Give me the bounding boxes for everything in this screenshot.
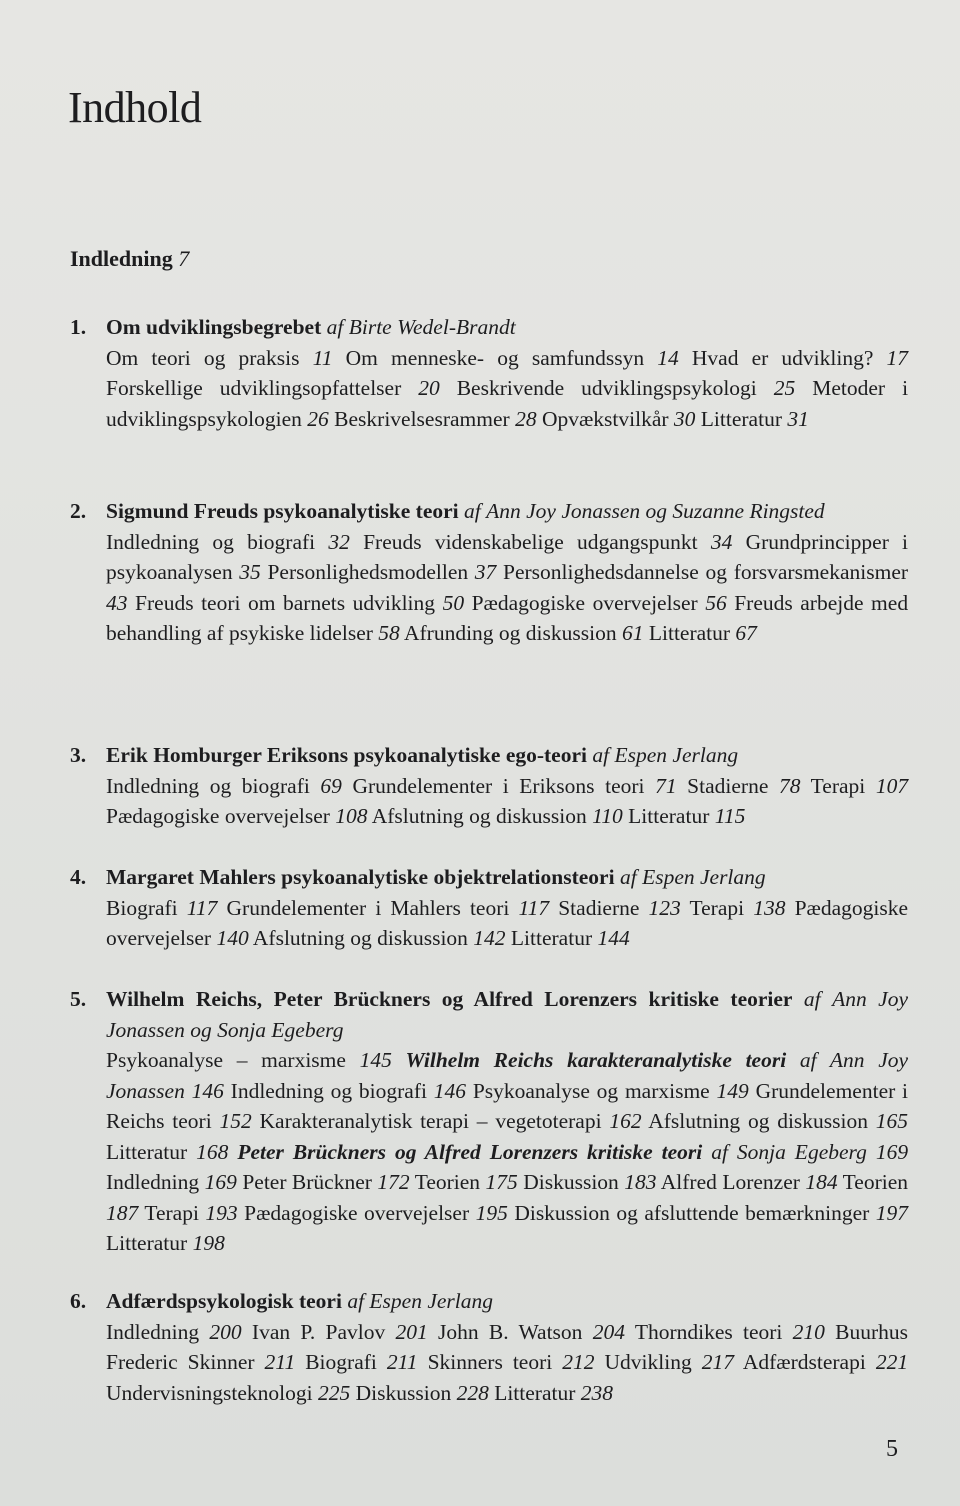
toc-item-page: 228 — [456, 1380, 489, 1405]
toc-item-page: 201 — [395, 1319, 428, 1344]
toc-item — [106, 1381, 350, 1405]
toc-item-page: 146 — [433, 1078, 467, 1103]
page-number: 5 — [886, 1436, 898, 1462]
toc-item-label: Psykoanalyse og marxisme — [472, 1078, 710, 1103]
toc-item-label: Diskussion og afsluttende bemærkninger — [514, 1200, 870, 1225]
toc-item-page: 56 — [705, 590, 727, 615]
toc-item — [692, 346, 908, 370]
toc-item-label: Litteratur — [510, 926, 593, 950]
toc-item-label: Udvikling — [604, 1350, 692, 1374]
toc-item-page: 34 — [710, 529, 733, 554]
toc-item-page: 225 — [318, 1380, 351, 1405]
toc-item-label: Skinners teori — [427, 1350, 553, 1374]
toc-item — [605, 1350, 734, 1374]
chapter-author-prefix: af — [592, 743, 610, 767]
toc-item — [106, 804, 368, 828]
toc-item — [701, 407, 809, 431]
toc-item-page: 28 — [515, 406, 537, 431]
toc-item-page: 175 — [485, 1170, 518, 1194]
toc-item-page: 212 — [562, 1350, 595, 1374]
toc-item-page: 140 — [216, 926, 249, 950]
toc-item-page: 117 — [518, 895, 550, 920]
toc-item — [253, 926, 506, 950]
toc-item — [494, 1381, 613, 1405]
chapter-4 — [70, 862, 908, 954]
chapter-heading — [106, 740, 908, 771]
toc-item-label: Teorien — [842, 1170, 909, 1194]
toc-item-label: Indledning og biografi — [106, 529, 316, 554]
toc-item-page: 217 — [701, 1350, 734, 1374]
toc-item-label: Alfred Lorenzer — [660, 1170, 800, 1194]
toc-item — [523, 1170, 656, 1194]
toc-item — [428, 1350, 595, 1374]
toc-item-page: 69 — [320, 773, 342, 798]
toc-item-label: Biografi — [106, 895, 178, 920]
toc-item-label: Litteratur — [628, 804, 710, 828]
toc-item-page: 168 — [196, 1139, 229, 1164]
toc-item-label: Om menneske- og samfundssyn — [345, 345, 645, 370]
toc-item — [372, 804, 623, 828]
toc-item — [353, 774, 677, 798]
chapter-heading — [106, 312, 908, 343]
toc-item — [511, 926, 630, 950]
chapter-body — [106, 1286, 908, 1408]
toc-item — [334, 407, 536, 431]
toc-item — [558, 896, 681, 920]
chapter-items — [106, 1045, 908, 1259]
toc-item-label: Litteratur — [648, 621, 731, 645]
toc-item-label: Freuds teori om barnets udvikling — [135, 590, 436, 615]
intro-entry — [70, 246, 189, 272]
toc-item-page: 117 — [186, 895, 218, 920]
toc-item — [106, 346, 332, 370]
toc-item-label: Adfærdsterapi — [742, 1350, 866, 1374]
toc-item — [649, 621, 757, 645]
toc-item-label: Litteratur — [106, 1231, 188, 1255]
toc-item-author: af Ann Joy Jonassen — [106, 1048, 909, 1103]
toc-item-page: 58 — [378, 621, 400, 645]
toc-item-page: 43 — [106, 590, 128, 615]
chapter-author: Ann Joy Jonassen og Suzanne Ringsted — [486, 499, 825, 523]
chapter-1 — [70, 312, 908, 434]
toc-item-label: Peter Brückners og Alfred Lorenzers kritiske teori — [237, 1139, 703, 1164]
page-title: Indhold — [68, 83, 202, 132]
toc-item-label: Metoder i udviklingspsykologien — [106, 376, 909, 431]
toc-item — [231, 1079, 466, 1103]
toc-item — [346, 346, 679, 370]
toc-item — [106, 1048, 392, 1072]
chapter-title: Erik Homburger Eriksons psykoanalytiske ego-teori — [106, 743, 587, 767]
toc-item-page: 162 — [609, 1109, 642, 1133]
toc-item-label: Teorien — [414, 1170, 481, 1194]
toc-item-label: Afslutning og diskussion — [648, 1109, 869, 1133]
toc-item-label: Psykoanalyse – marxisme — [106, 1048, 346, 1072]
chapter-body — [106, 312, 908, 434]
toc-item-label: Litteratur — [106, 1139, 188, 1164]
toc-item-label: Hvad er udvikling? — [691, 345, 874, 370]
toc-item-page: 198 — [192, 1231, 225, 1255]
toc-item — [106, 896, 217, 920]
toc-item-page: 142 — [473, 926, 506, 950]
toc-item-label: Pædagogiske overvejelser — [106, 804, 330, 828]
chapter-title: Margaret Mahlers psykoanalytiske objektrelationsteori — [106, 865, 615, 889]
toc-item-author: af Sonja Egeberg — [711, 1139, 867, 1164]
chapter-6 — [70, 1286, 908, 1408]
toc-item — [690, 896, 786, 920]
toc-item — [244, 1201, 508, 1225]
toc-item — [237, 1140, 908, 1164]
toc-item-label: Diskussion — [355, 1380, 452, 1405]
chapter-items — [106, 527, 908, 649]
chapter-number: 5. — [70, 987, 87, 1011]
toc-item-label: Personlighedsdannelse og forsvarsmekanismer — [502, 560, 909, 584]
toc-item-label: Pædagogiske overvejelser — [106, 895, 909, 950]
chapter-author: Ann Joy Jonassen og Sonja Egeberg — [106, 987, 909, 1042]
toc-item-label: Diskussion — [523, 1170, 619, 1194]
toc-item-page: 204 — [592, 1319, 625, 1344]
toc-item — [106, 1231, 225, 1255]
intro-page: 7 — [178, 246, 190, 271]
toc-item-label: Opvækstvilkår — [541, 406, 669, 431]
chapter-body — [106, 862, 908, 954]
toc-item-page: 14 — [657, 345, 679, 370]
toc-item-page: 210 — [792, 1319, 825, 1344]
chapter-author-prefix: af — [803, 987, 821, 1011]
toc-item — [106, 376, 440, 400]
chapter-author: Espen Jerlang — [642, 865, 766, 889]
toc-item-page: 31 — [787, 406, 809, 431]
toc-item-label: Freuds videnskabelige udgangspunkt — [363, 529, 698, 554]
chapter-items — [106, 1317, 908, 1409]
toc-item-page: 71 — [655, 773, 677, 798]
toc-item-page: 184 — [805, 1170, 838, 1194]
toc-item-page: 108 — [335, 804, 368, 828]
toc-item — [242, 1170, 409, 1194]
toc-item-page: 238 — [580, 1380, 614, 1405]
toc-item — [106, 530, 350, 554]
toc-item-page: 61 — [621, 621, 644, 645]
toc-item-label: Ivan P. Pavlov — [251, 1319, 386, 1344]
chapter-heading — [106, 496, 908, 527]
toc-item — [542, 407, 695, 431]
toc-item — [514, 1201, 908, 1225]
chapter-number: 2. — [70, 499, 87, 523]
toc-item — [404, 621, 644, 645]
toc-item-page: 20 — [418, 376, 440, 400]
toc-item — [661, 1170, 838, 1194]
chapter-author: Espen Jerlang — [369, 1289, 494, 1313]
toc-item — [252, 1320, 428, 1344]
toc-item-page: 78 — [778, 773, 801, 798]
toc-item-page: 144 — [597, 926, 630, 950]
toc-item — [135, 591, 464, 615]
toc-item-page: 35 — [239, 560, 261, 584]
toc-item — [648, 1109, 908, 1133]
chapter-author: Birte Wedel-Brandt — [348, 315, 516, 339]
toc-item — [106, 774, 342, 798]
toc-item-label: Grundelementer i Reichs teori — [106, 1078, 909, 1133]
chapter-body — [106, 740, 908, 832]
toc-item — [743, 1350, 908, 1374]
toc-item — [635, 1320, 825, 1344]
toc-item-label: Terapi — [810, 773, 866, 798]
toc-item-page: 67 — [735, 621, 757, 645]
chapter-author-prefix: af — [326, 315, 344, 339]
chapter-number: 1. — [70, 315, 87, 339]
chapter-title: Sigmund Freuds psykoanalytiske teori — [106, 499, 459, 523]
toc-item — [363, 530, 732, 554]
chapter-title: Adfærdspsykologisk teori — [106, 1289, 342, 1313]
toc-item — [227, 896, 550, 920]
chapter-2 — [70, 496, 908, 649]
toc-item-label: Afslutning og diskussion — [252, 926, 468, 950]
chapter-author: Espen Jerlang — [614, 743, 739, 767]
toc-item-label: Afrunding og diskussion — [403, 621, 617, 645]
toc-item-page: 110 — [592, 804, 623, 828]
toc-item-label: Peter Brückner — [242, 1170, 372, 1194]
toc-item — [438, 1320, 625, 1344]
toc-item-page: 187 — [106, 1200, 139, 1225]
toc-item — [144, 1201, 237, 1225]
chapter-body — [106, 984, 908, 1259]
toc-item-page: 197 — [875, 1200, 909, 1225]
chapter-number: 6. — [70, 1289, 87, 1313]
toc-item-page: 183 — [624, 1170, 657, 1194]
chapter-number: 3. — [70, 743, 87, 767]
toc-item — [305, 1350, 417, 1374]
toc-item-page: 138 — [753, 895, 786, 920]
chapter-5 — [70, 984, 908, 1259]
toc-item-label: Buurhus Frederic Skinner — [106, 1319, 909, 1374]
toc-item-page: 25 — [773, 376, 796, 400]
toc-item-label: Thorndikes teori — [634, 1319, 783, 1344]
intro-label: Indledning — [70, 246, 173, 271]
toc-item-page: 115 — [714, 804, 746, 828]
toc-item — [356, 1381, 489, 1405]
chapter-body — [106, 496, 908, 649]
toc-item-page: 145 — [359, 1048, 392, 1072]
toc-item-label: Om teori og praksis — [106, 345, 300, 370]
toc-item-page: 211 — [386, 1350, 418, 1374]
toc-item-label: Litteratur — [700, 406, 782, 431]
toc-item — [415, 1170, 518, 1194]
toc-item-label: Grundprincipper i psykoanalysen — [106, 529, 909, 584]
toc-item-page: 193 — [205, 1200, 238, 1225]
toc-item — [106, 1140, 228, 1164]
toc-item — [106, 1320, 242, 1344]
toc-item-label: Terapi — [144, 1200, 199, 1225]
toc-item — [106, 1170, 237, 1194]
toc-item-page: 200 — [209, 1319, 242, 1344]
toc-item-label: Afslutning og diskussion — [371, 804, 587, 828]
toc-item-page: 107 — [875, 773, 909, 798]
toc-item-label: Stadierne — [558, 895, 640, 920]
toc-item-label: Karakteranalytisk terapi – vegetoterapi — [259, 1109, 602, 1133]
chapter-author-prefix: af — [619, 865, 637, 889]
toc-item-page: 211 — [264, 1350, 296, 1374]
chapter-heading — [106, 1286, 908, 1317]
toc-item-page: 17 — [886, 345, 908, 370]
toc-item-page: 32 — [328, 529, 350, 554]
toc-item-page: 169 — [204, 1170, 237, 1194]
toc-item-label: Litteratur — [494, 1380, 576, 1405]
chapter-title: Wilhelm Reichs, Peter Brückners og Alfred Lorenzers kritiske teorier — [106, 987, 793, 1011]
toc-item — [811, 774, 908, 798]
toc-item — [260, 1109, 642, 1133]
chapter-heading — [106, 862, 908, 893]
toc-item-label: Pædagogiske overvejelser — [471, 590, 698, 615]
toc-item-label: Wilhelm Reichs karakteranalytiske teori — [405, 1048, 787, 1072]
toc-item-page: 37 — [474, 560, 497, 584]
toc-item-page: 50 — [442, 590, 465, 615]
toc-item-label: Grundelementer i Mahlers teori — [226, 895, 510, 920]
toc-item-label: John B. Watson — [438, 1319, 583, 1344]
toc-item — [628, 804, 745, 828]
toc-item-label: Undervisningsteknologi — [106, 1380, 313, 1405]
toc-item-label: Personlighedsmodellen — [267, 560, 469, 584]
chapter-author-prefix: af — [464, 499, 481, 523]
toc-item-page: 195 — [475, 1200, 508, 1225]
chapter-3 — [70, 740, 908, 832]
chapter-heading — [106, 984, 908, 1045]
toc-item — [472, 591, 727, 615]
chapter-items — [106, 893, 908, 954]
toc-item-page: 146 — [191, 1078, 224, 1103]
chapter-title: Om udviklingsbegrebet — [106, 315, 322, 339]
toc-item-page: 11 — [312, 345, 333, 370]
toc-item-page: 152 — [219, 1109, 252, 1133]
toc-item-label: Terapi — [689, 895, 745, 920]
toc-item-page: 169 — [875, 1139, 909, 1164]
toc-item-label: Forskellige udviklingsopfattelser — [106, 376, 402, 400]
toc-item — [473, 1079, 749, 1103]
toc-item-page: 26 — [307, 406, 329, 431]
toc-item-page: 149 — [716, 1078, 749, 1103]
toc-item-label: Stadierne — [687, 773, 769, 798]
toc-item-label: Beskrivelsesrammer — [334, 406, 510, 431]
chapter-author-prefix: af — [347, 1289, 365, 1313]
chapter-items — [106, 343, 908, 435]
toc-item-label: Biografi — [305, 1350, 377, 1374]
toc-item-label: Beskrivende udviklingspsykologi — [456, 376, 757, 400]
toc-item — [687, 774, 800, 798]
toc-item — [457, 376, 796, 400]
chapter-items — [106, 771, 908, 832]
toc-item-page: 165 — [875, 1109, 909, 1133]
toc-item-label: Indledning og biografi — [106, 773, 310, 798]
chapter-number: 4. — [70, 865, 87, 889]
toc-item-page: 123 — [648, 895, 681, 920]
toc-item-label: Pædagogiske overvejelser — [244, 1200, 470, 1225]
toc-item-page: 172 — [377, 1170, 410, 1194]
toc-item-label: Freuds arbejde med behandling af psykiske lidelser — [106, 590, 909, 645]
toc-item-label: Grundelementer i Eriksons teori — [352, 773, 645, 798]
toc-item-page: 221 — [875, 1350, 909, 1374]
toc-item-label: Indledning — [106, 1319, 200, 1344]
toc-item-label: Indledning og biografi — [230, 1078, 427, 1103]
toc-item-page: 30 — [673, 406, 696, 431]
toc-item-label: Indledning — [106, 1170, 200, 1194]
toc-item — [267, 560, 496, 584]
